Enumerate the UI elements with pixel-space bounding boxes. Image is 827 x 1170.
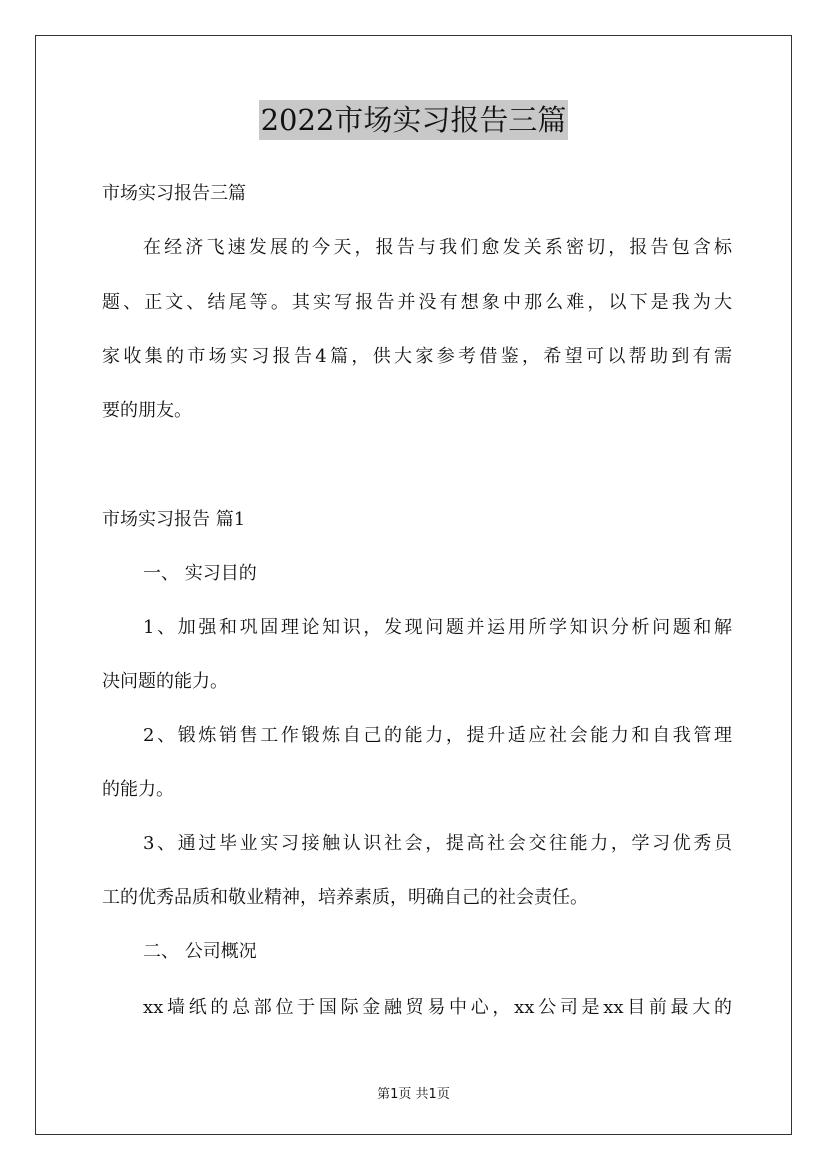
- goal2-line-1: 2、锻炼销售工作锻炼自己的能力，提升适应社会能力和自我管理: [143, 725, 732, 746]
- intro-line-4: 要的朋友。: [102, 400, 192, 421]
- intro-line-3: 家收集的市场实习报告4篇，供大家参考借鉴，希望可以帮助到有需: [102, 346, 732, 367]
- goal2-line-2: 的能力。: [102, 779, 174, 800]
- goal1-line-1: 1、加强和巩固理论知识，发现问题并运用所学知识分析问题和解: [143, 617, 732, 638]
- goal1-line-2: 决问题的能力。: [102, 671, 228, 692]
- goal3-line-1: 3、通过毕业实习接触认识社会，提高社会交往能力，学习优秀员: [143, 833, 732, 854]
- section-heading: 市场实习报告 篇1: [102, 509, 246, 530]
- intro-line-2: 题、正文、结尾等。其实写报告并没有想象中那么难，以下是我为大: [102, 292, 732, 313]
- intro-line-1: 在经济飞速发展的今天，报告与我们愈发关系密切，报告包含标: [143, 237, 732, 258]
- title-wrap: [0, 100, 827, 140]
- goal3-line-2: 工的优秀品质和敬业精神，培养素质，明确自己的社会责任。: [102, 887, 588, 908]
- document-title: 2022市场实习报告三篇: [259, 100, 569, 140]
- part2-heading: 二、 公司概况: [143, 941, 257, 962]
- company-line: xx墙纸的总部位于国际金融贸易中心，xx公司是xx目前最大的: [143, 997, 732, 1018]
- page-footer: 第1页 共1页: [377, 1087, 450, 1102]
- subtitle: 市场实习报告三篇: [102, 183, 246, 204]
- part1-heading: 一、 实习目的: [143, 563, 257, 584]
